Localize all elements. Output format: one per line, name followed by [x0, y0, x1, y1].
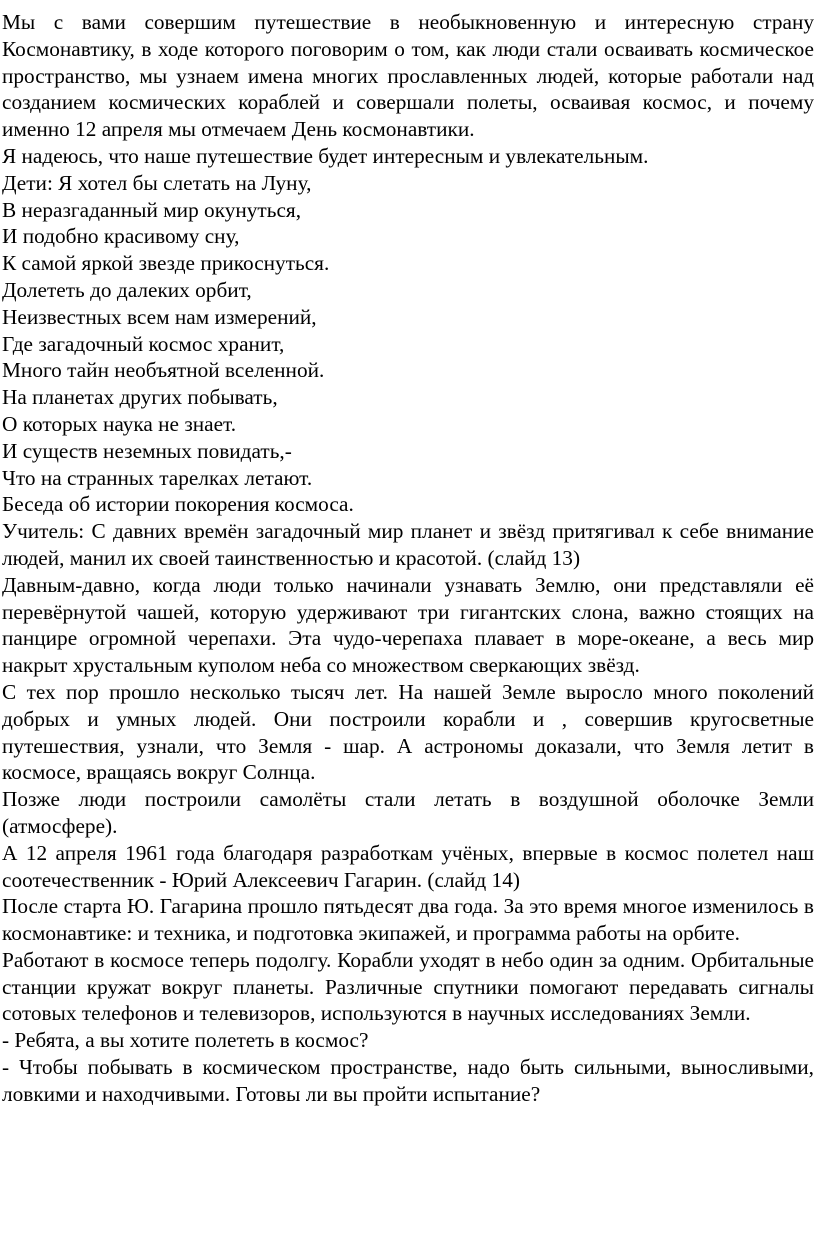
poem-line: И подобно красивому сну,	[2, 224, 240, 249]
poem-line: О которых наука не знает.	[2, 411, 237, 436]
intro-paragraph: Мы с вами совершим путешествие в необыкновенную и интересную страну Космонавтику, в ходе которого поговорим о том, как люди стали осваивать космическое пространство, мы узнаем имена многих прославленных людей, которые работали над созданием космических кораблей и совершали полеты, осваивая космос, и почему именно 12 апреля мы отмечаем День космонавтики.	[2, 10, 814, 142]
dialogue-line: - Чтобы побывать в космическом пространстве, надо быть сильными, выносливыми, ловкими и находчивыми. Готовы ли вы пройти испытание?	[2, 1055, 814, 1106]
body-paragraph: Позже люди построили самолёты стали летать в воздушной оболочке Земли (атмосфере).	[2, 787, 814, 838]
poem-line: Где загадочный космос хранит,	[2, 331, 285, 356]
poem-line: Неизвестных всем нам измерений,	[2, 304, 317, 329]
poem-line: К самой яркой звезде прикоснуться.	[2, 251, 330, 276]
poem-line: В неразгаданный мир окунуться,	[2, 197, 302, 222]
section-heading: Беседа об истории покорения космоса.	[2, 492, 354, 517]
body-paragraph: Давным-давно, когда люди только начинали узнавать Землю, они представляли её перевёрнутой чашей, которую удерживают три гигантских слона, важно стоящих на панцире огромной черепахи. Эта чудо-черепаха плавает в море-океане, а весь мир накрыт хрустальным куполом неба со множеством сверкающих звёзд.	[2, 572, 814, 678]
poem-line: И существ неземных повидать,-	[2, 438, 292, 463]
body-paragraph: Работают в космосе теперь подолгу. Корабли уходят в небо один за одним. Орбитальные станции кружат вокруг планеты. Различные спутники помогают передавать сигналы сотовых телефонов и телевизоров, используются в научных исследованиях Земли.	[2, 947, 814, 1026]
poem-line: На планетах других побывать,	[2, 385, 278, 410]
hope-paragraph: Я надеюсь, что наше путешествие будет интересным и увлекательным.	[2, 143, 649, 168]
body-paragraph: А 12 апреля 1961 года благодаря разработкам учёных, впервые в космос полетел наш соотечественник - Юрий Алексеевич Гагарин. (слайд 14)	[2, 840, 814, 892]
poem-line: Долететь до далеких орбит,	[2, 277, 252, 302]
poem	[2, 170, 814, 492]
poem-line: Дети: Я хотел бы слетать на Луну,	[2, 170, 312, 195]
body-paragraph: С тех пор прошло несколько тысяч лет. На нашей Земле выросло много поколений добрых и умных людей. Они построили корабли и , совершив кругосветные путешествия, узнали, что Земля - шар. А астрономы доказали, что Земля летит в космосе, вращаясь вокруг Солнца.	[2, 679, 814, 785]
body-paragraph: Учитель: С давних времён загадочный мир планет и звёзд притягивал к себе внимание людей, манил их своей таинственностью и красотой. (слайд 13)	[2, 519, 814, 570]
body-paragraph: После старта Ю. Гагарина прошло пятьдесят два года. За это время многое изменилось в космонавтике: и техника, и подготовка экипажей, и программа работы на орбите.	[2, 894, 814, 946]
poem-line: Много тайн необъятной вселенной.	[2, 358, 325, 383]
poem-line: Что на странных тарелках летают.	[2, 465, 313, 490]
dialogue-line: - Ребята, а вы хотите полететь в космос?	[2, 1028, 369, 1053]
